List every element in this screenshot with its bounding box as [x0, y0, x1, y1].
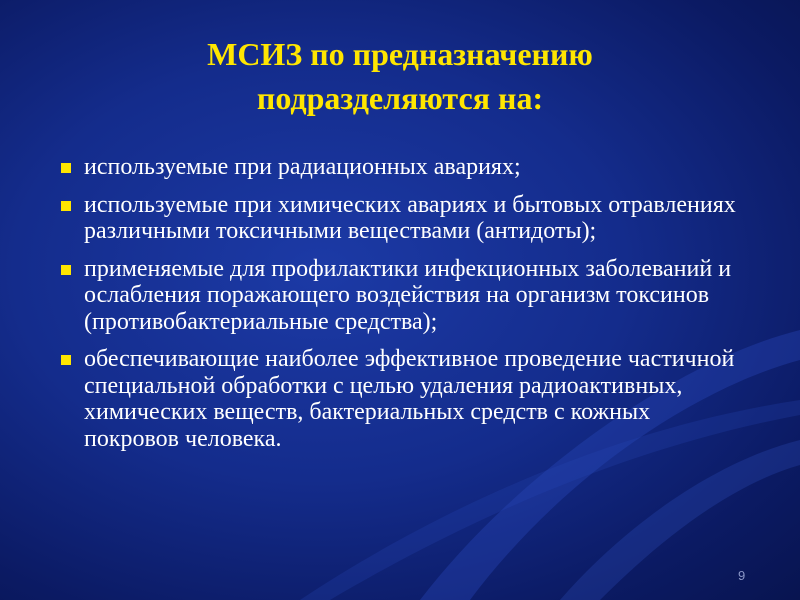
square-bullet-icon — [61, 201, 71, 211]
square-bullet-icon — [61, 265, 71, 275]
bullet-text: используемые при радиационных авариях; — [84, 154, 521, 180]
square-bullet-icon — [61, 355, 71, 365]
bullet-text: обеспечивающие наиболее эффективное проведение частичной специальной обработки с целью удаления радиоактивных, химических веществ, бактериальных средств с кожных покровов человека. — [84, 346, 735, 452]
bullet-item — [58, 192, 748, 245]
bullet-item — [58, 346, 748, 452]
bullet-list — [58, 154, 748, 463]
slide-title — [0, 32, 800, 120]
bullet-text: используемые при химических авариях и бытовых отравлениях различными токсичными веществами (антидоты); — [84, 191, 736, 244]
bullet-item — [58, 256, 748, 336]
square-bullet-icon — [61, 163, 71, 173]
slide-title-line-1: МСИЗ по предназначению — [207, 36, 593, 72]
slide-page-number: 9 — [738, 568, 746, 583]
slide-title-line-2: подразделяются на: — [256, 80, 544, 116]
bullet-text: применяемые для профилактики инфекционных заболеваний и ослабления поражающего воздействия на организм токсинов (противобактериальные средства); — [84, 255, 732, 335]
bullet-item — [58, 154, 748, 181]
